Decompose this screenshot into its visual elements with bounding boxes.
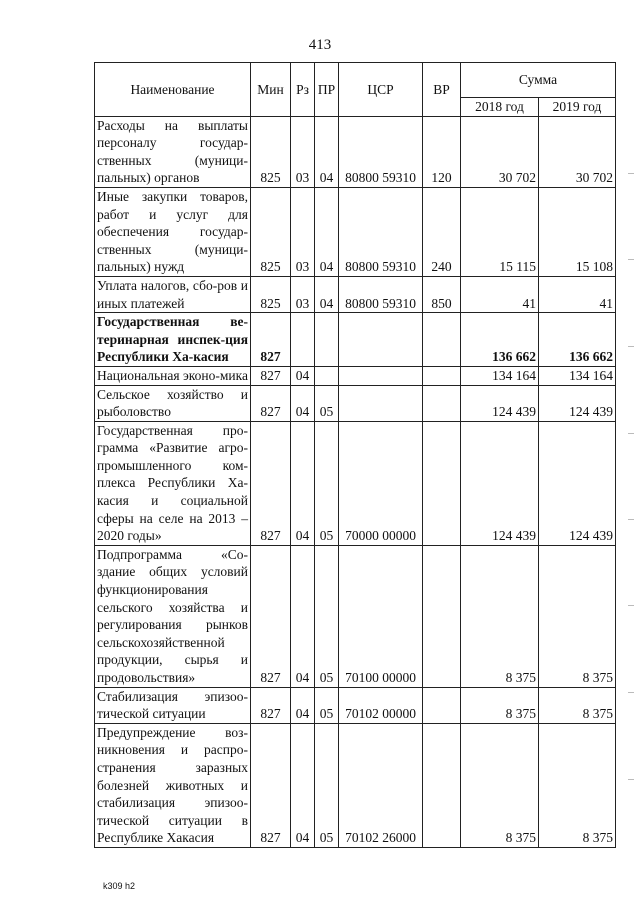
row-csr: 80800 59310 <box>339 116 423 187</box>
table-header <box>95 63 616 117</box>
row-name: Иные закупки товаров, работ и услуг для обеспечения государ-ственных (муници-пальных) нужд <box>95 187 251 276</box>
row-rz: 04 <box>291 385 315 421</box>
header-csr: ЦСР <box>339 63 423 117</box>
budget-table <box>94 62 616 848</box>
row-vr: 120 <box>423 116 461 187</box>
row-sum-2019: 124 439 <box>539 421 616 545</box>
header-year-2018: 2018 год <box>461 98 539 117</box>
row-min: 827 <box>251 687 291 723</box>
row-vr: 240 <box>423 187 461 276</box>
margin-mark <box>628 779 634 780</box>
row-name: Предупреждение воз-никновения и распро-странения заразных болезней животных и стабилизация эпизоо-тической ситуации в Республике Хакасия <box>95 723 251 847</box>
table-row <box>95 366 616 385</box>
row-rz: 03 <box>291 187 315 276</box>
row-sum-2018: 41 <box>461 276 539 312</box>
row-pr: 05 <box>315 687 339 723</box>
row-sum-2018: 134 164 <box>461 366 539 385</box>
row-sum-2018: 8 375 <box>461 723 539 847</box>
table-body <box>95 116 616 847</box>
row-vr <box>423 723 461 847</box>
row-csr <box>339 366 423 385</box>
row-csr: 70102 00000 <box>339 687 423 723</box>
footer-code: k309 h2 <box>103 881 136 891</box>
row-csr: 80800 59310 <box>339 276 423 312</box>
row-sum-2019: 124 439 <box>539 385 616 421</box>
header-year-2019: 2019 год <box>539 98 616 117</box>
row-sum-2018: 124 439 <box>461 421 539 545</box>
row-rz: 04 <box>291 687 315 723</box>
row-pr: 05 <box>315 421 339 545</box>
margin-mark <box>628 605 634 606</box>
row-vr <box>423 421 461 545</box>
row-sum-2019: 8 375 <box>539 723 616 847</box>
table-row <box>95 687 616 723</box>
header-sum: Сумма <box>461 63 616 98</box>
row-sum-2018: 136 662 <box>461 313 539 367</box>
row-min: 827 <box>251 723 291 847</box>
row-sum-2018: 8 375 <box>461 687 539 723</box>
row-sum-2019: 136 662 <box>539 313 616 367</box>
row-min: 827 <box>251 545 291 687</box>
row-name: Уплата налогов, сбо-ров и иных платежей <box>95 276 251 312</box>
table-row <box>95 421 616 545</box>
row-pr <box>315 366 339 385</box>
row-pr: 05 <box>315 545 339 687</box>
table-row <box>95 187 616 276</box>
header-vr: ВР <box>423 63 461 117</box>
row-csr: 70102 26000 <box>339 723 423 847</box>
row-vr: 850 <box>423 276 461 312</box>
row-rz: 04 <box>291 545 315 687</box>
row-csr <box>339 313 423 367</box>
margin-mark <box>628 692 634 693</box>
table-row <box>95 116 616 187</box>
row-rz: 04 <box>291 366 315 385</box>
page-number: 413 <box>308 37 332 53</box>
row-csr: 70100 00000 <box>339 545 423 687</box>
row-rz: 04 <box>291 421 315 545</box>
row-vr <box>423 385 461 421</box>
header-rz: Рз <box>291 63 315 117</box>
row-name: Стабилизация эпизоо-тической ситуации <box>95 687 251 723</box>
row-pr: 04 <box>315 276 339 312</box>
row-rz <box>291 313 315 367</box>
row-vr <box>423 545 461 687</box>
row-sum-2018: 30 702 <box>461 116 539 187</box>
row-pr: 05 <box>315 723 339 847</box>
row-name: Расходы на выплаты персоналу государ-ственных (муници-пальных) органов <box>95 116 251 187</box>
row-pr: 05 <box>315 385 339 421</box>
row-min: 827 <box>251 385 291 421</box>
row-sum-2018: 15 115 <box>461 187 539 276</box>
row-rz: 03 <box>291 276 315 312</box>
header-min: Мин <box>251 63 291 117</box>
row-sum-2019: 8 375 <box>539 545 616 687</box>
row-min: 825 <box>251 116 291 187</box>
row-sum-2019: 8 375 <box>539 687 616 723</box>
table-row <box>95 276 616 312</box>
margin-mark <box>628 259 634 260</box>
row-sum-2018: 8 375 <box>461 545 539 687</box>
row-vr <box>423 313 461 367</box>
row-csr: 70000 00000 <box>339 421 423 545</box>
row-sum-2018: 124 439 <box>461 385 539 421</box>
margin-mark <box>628 173 634 174</box>
header-pr: ПР <box>315 63 339 117</box>
row-name: Национальная эконо-мика <box>95 366 251 385</box>
table-row <box>95 545 616 687</box>
row-sum-2019: 134 164 <box>539 366 616 385</box>
row-rz: 04 <box>291 723 315 847</box>
row-name: Сельское хозяйство и рыболовство <box>95 385 251 421</box>
row-sum-2019: 30 702 <box>539 116 616 187</box>
row-min: 825 <box>251 187 291 276</box>
row-name: Государственная про-грамма «Развитие агро-промышленного ком-плекса Республики Ха-касия и социальной сферы на селе на 2013 – 2020 годы» <box>95 421 251 545</box>
row-sum-2019: 41 <box>539 276 616 312</box>
row-name: Государственная ве-теринарная инспек-ция Республики Ха-касия <box>95 313 251 367</box>
row-csr <box>339 385 423 421</box>
row-min: 825 <box>251 276 291 312</box>
row-min: 827 <box>251 366 291 385</box>
row-rz: 03 <box>291 116 315 187</box>
row-min: 827 <box>251 421 291 545</box>
row-pr: 04 <box>315 116 339 187</box>
row-csr: 80800 59310 <box>339 187 423 276</box>
margin-mark <box>628 433 634 434</box>
header-name: Наименование <box>95 63 251 117</box>
table-row <box>95 385 616 421</box>
row-vr <box>423 687 461 723</box>
margin-mark <box>628 346 634 347</box>
row-name: Подпрограмма «Со-здание общих условий функционирования сельского хозяйства и регулирования рынков сельскохозяйственной продукции, сырья и продовольствия» <box>95 545 251 687</box>
table-row <box>95 723 616 847</box>
table-row <box>95 313 616 367</box>
row-vr <box>423 366 461 385</box>
margin-mark <box>628 519 634 520</box>
row-sum-2019: 15 108 <box>539 187 616 276</box>
row-pr: 04 <box>315 187 339 276</box>
row-pr <box>315 313 339 367</box>
row-min: 827 <box>251 313 291 367</box>
